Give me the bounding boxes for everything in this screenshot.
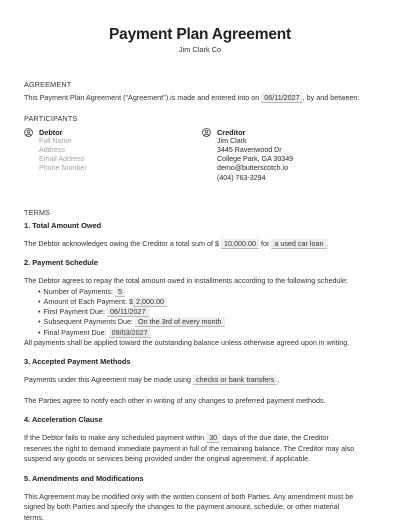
user-icon bbox=[24, 128, 33, 137]
agreement-intro bbox=[24, 93, 376, 104]
grace-days-field[interactable]: 30 bbox=[206, 433, 220, 443]
company-name: Jim Clark Co bbox=[178, 45, 222, 54]
list-item bbox=[38, 287, 376, 297]
loan-purpose-field[interactable]: a used car loan bbox=[271, 239, 326, 249]
creditor-street: 3445 Ravenwood Dr bbox=[217, 145, 282, 154]
section-2-footer: All payments shall be applied toward the outstanding balance unless otherwise agreed upon in writing. bbox=[24, 337, 350, 347]
list-item bbox=[38, 307, 376, 317]
amendment-line-1: This Agreement may be modified only with the written consent of both Parties. Any amendment must be bbox=[24, 491, 354, 501]
terms-label: TERMS bbox=[24, 207, 51, 217]
section-3-notify: The Parties agree to notify each other in writing of any changes to preferred payment methods. bbox=[24, 395, 326, 405]
for-text: for bbox=[260, 238, 270, 248]
creditor-city: College Park, GA 30349 bbox=[217, 155, 294, 164]
creditor-name: Jim Clark bbox=[217, 136, 247, 145]
section-3-heading: 3. Accepted Payment Methods bbox=[24, 357, 131, 367]
section-5-heading: 5. Amendments and Modifications bbox=[24, 473, 144, 483]
section-2-intro: The Debtor agrees to repay the total amount owed in installments according to the following schedule: bbox=[24, 276, 349, 285]
intro-tail: , by and between: bbox=[302, 93, 360, 102]
creditor-phone: (404) 763-3294 bbox=[217, 173, 266, 182]
section-4-heading: 4. Acceleration Clause bbox=[24, 415, 103, 425]
creditor-block bbox=[202, 128, 293, 183]
payment-amount-field[interactable]: 2,000.00 bbox=[133, 297, 167, 307]
schedule-label: First Payment Due: bbox=[43, 307, 106, 317]
participants-block bbox=[24, 128, 376, 180]
methods-text: Payments under this Agreement may be made using bbox=[24, 375, 191, 385]
agreement-date-field[interactable]: 06/11/2027 bbox=[261, 93, 302, 103]
debtor-full-name-field[interactable]: Full Name bbox=[39, 136, 72, 145]
section-4-text bbox=[24, 433, 376, 465]
acceleration-line-3: suspend any goods or services being provided under the original agreement, if applicable. bbox=[24, 454, 311, 464]
list-item bbox=[38, 297, 376, 307]
intro-text: This Payment Plan Agreement ("Agreement") is made and entered into on bbox=[24, 93, 260, 102]
payment-schedule-list bbox=[24, 287, 376, 338]
creditor-email: demo@butterscotch.io bbox=[217, 164, 289, 173]
acceleration-line-2: reserves the right to demand immediate payment in full of the remaining balance. The Creditor may also bbox=[24, 443, 355, 453]
user-icon bbox=[202, 128, 211, 137]
debtor-phone-field[interactable]: Phone Number bbox=[39, 164, 87, 173]
agreement-label: AGREEMENT bbox=[24, 80, 72, 89]
debtor-address-field[interactable]: Address bbox=[39, 145, 66, 154]
document-title: Payment Plan Agreement bbox=[109, 26, 291, 43]
total-amount-field[interactable]: 10,000.00 bbox=[221, 239, 259, 249]
owed-text: The Debtor acknowledges owing the Creditor a total sum of $ bbox=[24, 238, 219, 248]
period-text: . bbox=[326, 238, 329, 248]
payment-methods-field[interactable]: checks or bank transfers bbox=[193, 375, 277, 385]
amendment-line-3: terms. bbox=[24, 512, 44, 522]
first-payment-field[interactable]: 06/11/2027 bbox=[107, 307, 148, 317]
debtor-email-field[interactable]: Email Address bbox=[39, 155, 85, 164]
list-item bbox=[38, 328, 376, 338]
schedule-label: Number of Payments: bbox=[43, 286, 114, 296]
section-5-text bbox=[24, 492, 376, 523]
section-1-heading: 1. Total Amount Owed bbox=[24, 220, 102, 230]
acceleration-text: If the Debtor fails to make any scheduled payment within bbox=[24, 433, 205, 443]
participants-label: PARTICIPANTS bbox=[24, 113, 78, 123]
section-3-text bbox=[24, 375, 376, 386]
period-text: . bbox=[277, 375, 280, 385]
debtor-role: Debtor bbox=[39, 127, 63, 137]
schedule-label: Amount of Each Payment: $ bbox=[43, 296, 134, 306]
acceleration-text-tail: days of the due date, the Creditor bbox=[222, 433, 329, 443]
schedule-label: Final Payment Due: bbox=[43, 327, 107, 337]
amendment-line-2: signed by both Parties and specify the changes to the payment amount, schedule, or other material bbox=[24, 502, 340, 512]
creditor-role: Creditor bbox=[217, 127, 246, 137]
debtor-block bbox=[24, 128, 87, 174]
final-payment-field[interactable]: 09/03/2027 bbox=[109, 328, 151, 338]
list-item bbox=[38, 317, 376, 327]
section-1-text bbox=[24, 239, 376, 250]
subsequent-payments-field[interactable]: On the 3rd of every month bbox=[135, 317, 225, 327]
section-2-heading: 2. Payment Schedule bbox=[24, 258, 98, 267]
payments-count-field[interactable]: 5 bbox=[115, 287, 125, 297]
schedule-label: Subsequent Payments Due: bbox=[43, 317, 134, 327]
